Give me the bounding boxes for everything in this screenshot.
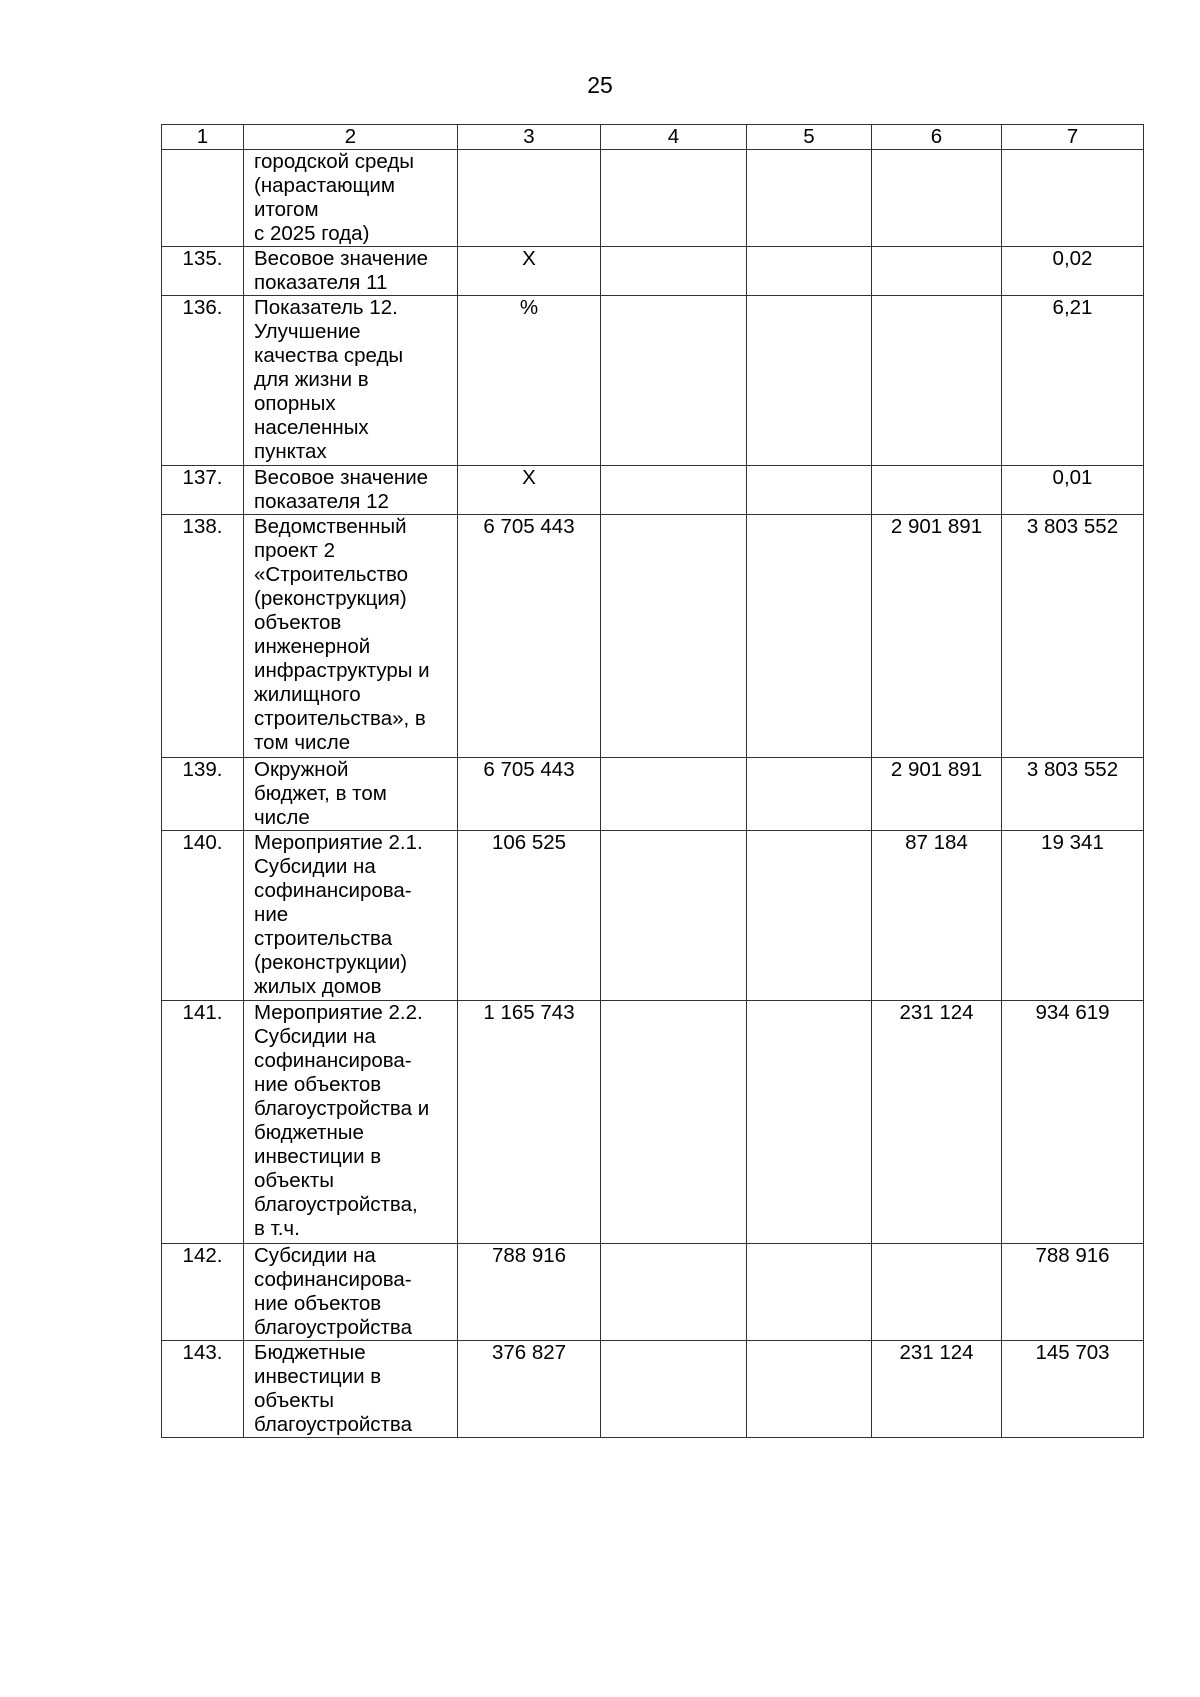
cell-col-5 (747, 1244, 872, 1341)
cell-col-5 (747, 150, 872, 247)
cell-col-7 (1002, 150, 1144, 247)
row-number (162, 150, 244, 247)
column-header-4: 4 (601, 125, 747, 150)
cell-col-3: Х (458, 247, 601, 296)
column-number-header-row (162, 125, 1144, 150)
cell-col-3: 788 916 (458, 1244, 601, 1341)
cell-col-6 (872, 296, 1002, 466)
row-name-text: Ведомственный проект 2 «Строительство (реконструкция) объектов инженерной инфраструктуры и жилищного строительства», в том числе (254, 515, 430, 754)
row-number: 142. (162, 1244, 244, 1341)
row-number: 143. (162, 1341, 244, 1438)
cell-col-7: 0,01 (1002, 466, 1144, 515)
table-row (162, 1341, 1144, 1438)
row-name-text: Мероприятие 2.2. Субсидии на софинансирова- ние объектов благоустройства и бюджетные инвестиции в объекты благоустройства, в т.ч. (254, 1001, 430, 1240)
cell-col-6: 2 901 891 (872, 758, 1002, 831)
cell-col-4 (601, 150, 747, 247)
row-name-text: Субсидии на софинансирова- ние объектов благоустройства (254, 1244, 412, 1339)
row-name-text: Весовое значение показателя 11 (254, 247, 429, 294)
cell-col-3: % (458, 296, 601, 466)
row-name (244, 466, 458, 515)
cell-col-7: 788 916 (1002, 1244, 1144, 1341)
cell-col-6: 2 901 891 (872, 515, 1002, 758)
row-name (244, 150, 458, 247)
cell-col-4 (601, 515, 747, 758)
cell-col-3: 6 705 443 (458, 515, 601, 758)
cell-col-3: 1 165 743 (458, 1001, 601, 1244)
column-header-3: 3 (458, 125, 601, 150)
cell-col-4 (601, 1244, 747, 1341)
cell-col-7: 19 341 (1002, 831, 1144, 1001)
row-name (244, 1001, 458, 1244)
cell-col-7: 6,21 (1002, 296, 1144, 466)
cell-col-5 (747, 1341, 872, 1438)
cell-col-7: 3 803 552 (1002, 515, 1144, 758)
cell-col-5 (747, 758, 872, 831)
row-name-text: Бюджетные инвестиции в объекты благоустройства (254, 1341, 412, 1436)
cell-col-3: 376 827 (458, 1341, 601, 1438)
cell-col-5 (747, 296, 872, 466)
table-row (162, 1244, 1144, 1341)
row-number: 135. (162, 247, 244, 296)
table-row (162, 466, 1144, 515)
table-row (162, 1001, 1144, 1244)
cell-col-6: 231 124 (872, 1001, 1002, 1244)
cell-col-5 (747, 515, 872, 758)
row-number: 140. (162, 831, 244, 1001)
cell-col-4 (601, 466, 747, 515)
cell-col-6 (872, 1244, 1002, 1341)
page-number: 25 (587, 72, 613, 98)
row-name-text: Окружной бюджет, в том числе (254, 758, 387, 829)
row-name (244, 247, 458, 296)
row-name-text: Показатель 12. Улучшение качества среды для жизни в опорных населенных пунктах (254, 296, 404, 463)
cell-col-7: 3 803 552 (1002, 758, 1144, 831)
row-name (244, 515, 458, 758)
cell-col-5 (747, 1001, 872, 1244)
row-number: 139. (162, 758, 244, 831)
cell-col-4 (601, 831, 747, 1001)
cell-col-6 (872, 247, 1002, 296)
column-header-6: 6 (872, 125, 1002, 150)
cell-col-6: 87 184 (872, 831, 1002, 1001)
cell-col-5 (747, 247, 872, 296)
cell-col-4 (601, 1341, 747, 1438)
cell-col-6 (872, 150, 1002, 247)
cell-col-3: 106 525 (458, 831, 601, 1001)
cell-col-4 (601, 296, 747, 466)
column-header-1: 1 (162, 125, 244, 150)
cell-col-7: 145 703 (1002, 1341, 1144, 1438)
row-name (244, 758, 458, 831)
cell-col-7: 934 619 (1002, 1001, 1144, 1244)
table-row (162, 831, 1144, 1001)
cell-col-4 (601, 758, 747, 831)
cell-col-6: 231 124 (872, 1341, 1002, 1438)
column-header-7: 7 (1002, 125, 1144, 150)
row-name-text: городской среды (нарастающим итогом с 2025 года) (254, 150, 415, 245)
table-row (162, 515, 1144, 758)
cell-col-4 (601, 1001, 747, 1244)
table-row (162, 758, 1144, 831)
row-number: 141. (162, 1001, 244, 1244)
cell-col-3: Х (458, 466, 601, 515)
row-name (244, 296, 458, 466)
column-header-2: 2 (244, 125, 458, 150)
cell-col-6 (872, 466, 1002, 515)
table-row (162, 150, 1144, 247)
row-number: 136. (162, 296, 244, 466)
budget-table (161, 124, 1144, 1438)
row-number: 138. (162, 515, 244, 758)
cell-col-4 (601, 247, 747, 296)
row-name (244, 1244, 458, 1341)
table-row (162, 247, 1144, 296)
cell-col-3: 6 705 443 (458, 758, 601, 831)
row-number: 137. (162, 466, 244, 515)
row-name (244, 1341, 458, 1438)
cell-col-3 (458, 150, 601, 247)
column-header-5: 5 (747, 125, 872, 150)
cell-col-5 (747, 466, 872, 515)
cell-col-5 (747, 831, 872, 1001)
row-name-text: Весовое значение показателя 12 (254, 466, 429, 513)
row-name-text: Мероприятие 2.1. Субсидии на софинансирова- ние строительства (реконструкции) жилых домов (254, 831, 423, 998)
cell-col-7: 0,02 (1002, 247, 1144, 296)
table-row (162, 296, 1144, 466)
row-name (244, 831, 458, 1001)
